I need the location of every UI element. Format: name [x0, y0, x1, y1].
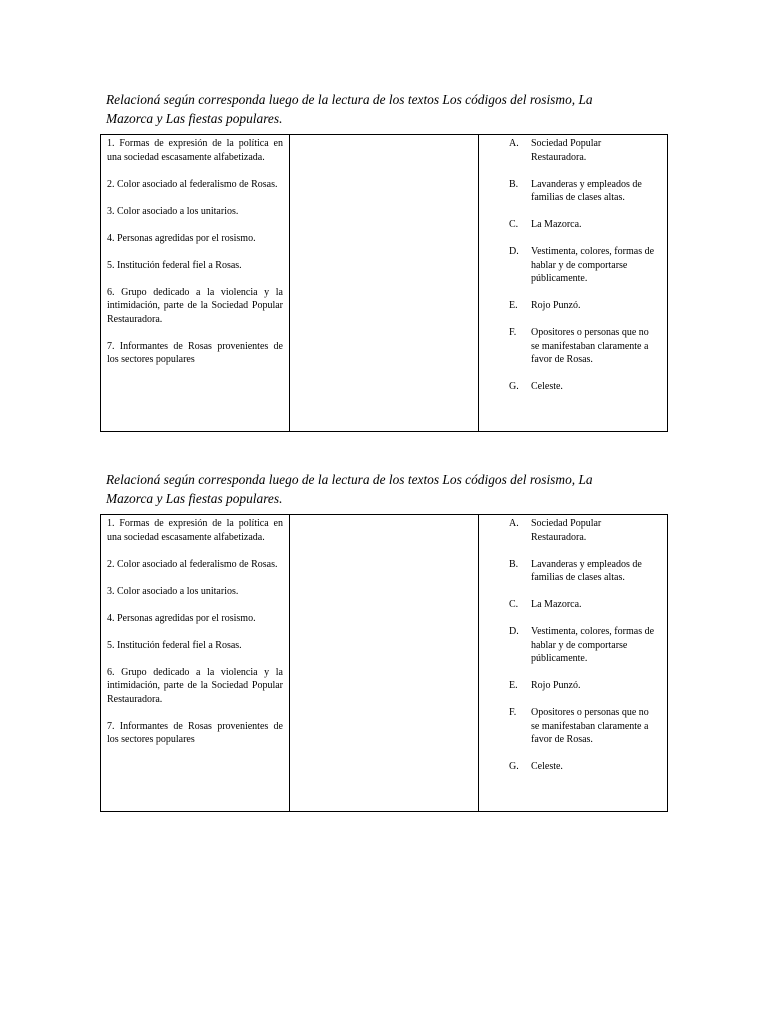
instruction-text: Relacioná según corresponda luego de la lectura de los textos Los códigos del rosismo, La Mazorca y Las fiestas populares. — [106, 92, 593, 126]
left-list — [101, 515, 289, 747]
left-item-3: 3. Color asociado a los unitarios. — [107, 205, 239, 217]
right-letter: C. — [509, 599, 519, 610]
matching-table — [100, 134, 668, 432]
exercise-1 — [100, 90, 664, 432]
right-letter: E. — [509, 680, 518, 691]
left-item-5: 5. Institución federal fiel a Rosas. — [107, 259, 242, 271]
matching-table — [100, 514, 668, 812]
right-letter: A. — [509, 518, 519, 529]
right-text: La Mazorca. — [531, 599, 582, 610]
right-item-g — [509, 760, 659, 774]
left-item-4: 4. Personas agredidas por el rosismo. — [107, 232, 256, 244]
left-column — [101, 515, 290, 812]
right-item-g — [509, 380, 659, 394]
right-list — [479, 515, 667, 774]
left-column — [101, 135, 290, 432]
right-text: Opositores o personas que no se manifestaban claramente a favor de Rosas. — [531, 327, 649, 365]
right-letter: C. — [509, 219, 519, 230]
left-list — [101, 135, 289, 367]
left-item-2: 2. Color asociado al federalismo de Rosas. — [107, 178, 278, 190]
right-letter: G. — [509, 381, 519, 392]
right-text: La Mazorca. — [531, 219, 582, 230]
exercise-2 — [100, 470, 664, 812]
right-item-b — [509, 558, 659, 585]
right-item-b — [509, 178, 659, 205]
right-item-c — [509, 218, 659, 232]
answer-column[interactable] — [290, 135, 479, 432]
right-text: Sociedad Popular Restauradora. — [531, 518, 602, 543]
left-item-6: 6. Grupo dedicado a la violencia y la intimidación, parte de la Sociedad Popular Restauradora. — [107, 286, 283, 325]
right-item-a — [509, 137, 659, 164]
right-letter: F. — [509, 707, 517, 718]
right-item-e — [509, 299, 659, 313]
right-text: Rojo Punzó. — [531, 300, 581, 311]
left-item-2: 2. Color asociado al federalismo de Rosas. — [107, 558, 278, 570]
right-text: Lavanderas y empleados de familias de clases altas. — [531, 178, 642, 203]
right-letter: B. — [509, 558, 519, 570]
right-letter: B. — [509, 178, 519, 190]
right-list — [479, 135, 667, 394]
right-text: Lavanderas y empleados de familias de clases altas. — [531, 558, 642, 583]
left-item-7: 7. Informantes de Rosas provenientes de los sectores populares — [107, 340, 283, 365]
right-item-e — [509, 679, 659, 693]
instruction-text: Relacioná según corresponda luego de la lectura de los textos Los códigos del rosismo, La Mazorca y Las fiestas populares. — [106, 472, 593, 506]
right-column — [479, 515, 668, 812]
right-letter: D. — [509, 626, 519, 637]
left-item-4: 4. Personas agredidas por el rosismo. — [107, 612, 256, 624]
right-text: Sociedad Popular Restauradora. — [531, 138, 602, 163]
right-text: Celeste. — [531, 381, 563, 392]
right-letter: G. — [509, 761, 519, 772]
right-item-a — [509, 517, 659, 544]
right-letter: E. — [509, 300, 518, 311]
left-item-1: 1. Formas de expresión de la política en una sociedad escasamente alfabetizada. — [107, 518, 283, 543]
right-text: Vestimenta, colores, formas de hablar y de comportarse públicamente. — [531, 626, 655, 664]
right-letter: F. — [509, 327, 517, 338]
left-item-5: 5. Institución federal fiel a Rosas. — [107, 639, 242, 651]
right-item-d — [509, 245, 659, 286]
answer-column[interactable] — [290, 515, 479, 812]
left-item-7: 7. Informantes de Rosas provenientes de los sectores populares — [107, 720, 283, 745]
right-letter: A. — [509, 138, 519, 149]
right-item-f — [509, 326, 659, 367]
right-letter: D. — [509, 246, 519, 257]
right-column — [479, 135, 668, 432]
right-text: Rojo Punzó. — [531, 680, 581, 691]
right-item-c — [509, 598, 659, 612]
right-item-d — [509, 625, 659, 666]
left-item-6: 6. Grupo dedicado a la violencia y la intimidación, parte de la Sociedad Popular Restauradora. — [107, 666, 283, 705]
right-text: Vestimenta, colores, formas de hablar y de comportarse públicamente. — [531, 246, 655, 284]
right-text: Celeste. — [531, 761, 563, 772]
left-item-3: 3. Color asociado a los unitarios. — [107, 585, 239, 597]
right-text: Opositores o personas que no se manifestaban claramente a favor de Rosas. — [531, 707, 649, 745]
right-item-f — [509, 706, 659, 747]
left-item-1: 1. Formas de expresión de la política en una sociedad escasamente alfabetizada. — [107, 138, 283, 163]
